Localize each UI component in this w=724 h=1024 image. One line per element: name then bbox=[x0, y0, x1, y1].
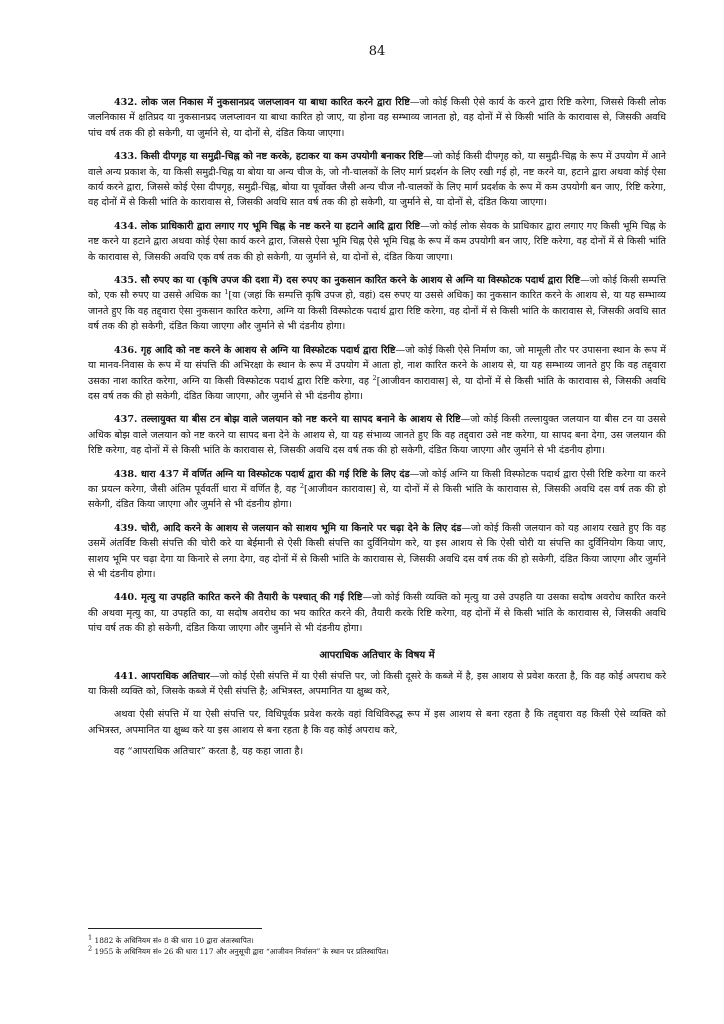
section-body-cont: [आजीवन कारावास] से, या दोनों में से किसी भांति के कारावास से, जिसकी अवधि दस वर्ष तक की हो सकेगी, दंडित किया जाएगा और जुर्माने से भी दंडनीय होगा। bbox=[88, 483, 666, 511]
footnote-divider bbox=[88, 928, 262, 929]
section-heading: 437. तल्लायुक्त या बीस टन बोझ वाले जलयान को नष्ट करने या सापद बनाने के आशय से रिष्टि bbox=[114, 414, 461, 426]
footnote-item bbox=[88, 935, 666, 946]
section-heading: 441. आपराधिक अतिचार bbox=[114, 670, 210, 682]
section-body: —जो कोई अग्नि या किसी विस्फोटक पदार्थ द्वारा ऐसी रिष्टि करेगा या करने का प्रयत्न करेगा, जैसी अंतिम पूर्ववर्ती धारा में वर्णित है, वह bbox=[88, 468, 666, 495]
section-435 bbox=[88, 273, 666, 335]
section-body-cont: [या (जहां कि सम्पत्ति कृषि उपज हो, वहां) दस रुपए या उससे अधिक] का नुकसान कारित करने के आशय से, या यह सम्भाव्य जानते हुए कि वह तद्द्वारा ऐसा नुकसान कारित करेगा, अग्नि या किसी विस्फोटक पदार्थ द्वारा रिष्टि करेगा, वह दोनों में से किसी भांति के कारावास से, जिसकी अवधि सात वर्ष तक की हो सकेगी, दंडित किया जाएगा और जुर्माने से भी दंडनीय होगा। bbox=[88, 290, 666, 333]
footnote-marker: 2 bbox=[299, 481, 305, 490]
footnotes bbox=[88, 935, 666, 957]
section-body: —जो कोई किसी सम्पत्ति को, एक सौ रुपए या उससे अधिक का bbox=[88, 275, 666, 302]
section-heading: 432. लोक जल निकास में नुकसानप्रद जलप्लावन या बाधा कारित करने द्वारा रिष्टि bbox=[114, 97, 410, 108]
section-438 bbox=[88, 467, 666, 513]
footnote-text: 1955 के अधिनियम सं० 26 की धारा 117 और अनुसूची द्वारा “आजीवन निर्वासन” के स्थान पर प्रतिस्थापित। bbox=[94, 947, 389, 956]
footnote-item bbox=[88, 946, 666, 957]
section-body: —जो कोई किसी ऐसे निर्माण का, जो मामूली तौर पर उपासना स्थान के रूप में या मानव-निवास के रूप में या संपत्ति की अभिरक्षा के स्थान के रूप में उपयोग में आता हो, नाश कारित करने के आशय से, या यह सम्भाव्य जानते हुए कि वह तद्द्वारा उसका नाश कारित करेगा, अग्नि या किसी विस्फोटक पदार्थ द्वारा रिष्टि करेगा, वह bbox=[88, 344, 667, 387]
section-439 bbox=[88, 521, 666, 583]
section-heading: 438. धारा 437 में वर्णित अग्नि या विस्फोटक पदार्थ द्वारा की गई रिष्टि के लिए दंड bbox=[114, 468, 410, 480]
section-436 bbox=[88, 343, 666, 405]
section-body: —जो कोई किसी ऐसे कार्य के करने द्वारा रिष्टि करेगा, जिससे किसी लोक जलनिकास में क्षतिप्रद या नुकसानप्रद जलप्लावन या बाधा कारित हो जाए, या होना वह सम्भाव्य जानता हो, वह दोनों में से किसी भांति के कारावास से, जिसकी अवधि पांच वर्ष तक की हो सकेगी, या जुर्माने से, या दोनों से, दंडित किया जाएगा। bbox=[88, 97, 666, 139]
section-heading: 440. मृत्यु या उपहति कारित करने की तैयारी के पश्चात् की गई रिष्टि bbox=[114, 592, 363, 604]
section-440 bbox=[88, 590, 666, 636]
section-heading: 436. गृह आदि को नष्ट करने के आशय से अग्नि या विस्फोटक पदार्थ द्वारा रिष्टि bbox=[114, 344, 396, 356]
footnote-marker: 2 bbox=[372, 373, 377, 382]
section-body: —जो कोई किसी दीपगृह को, या समुद्री-चिह्न के रूप में उपयोग में आने वाले अन्य प्रकाश के, या किसी समुद्री-चिह्न या बोया या अन्य चीज के, जो नौ-चालकों के लिए मार्ग प्रदर्शन के लिए रखी गई हो, नष्ट करने या, हटाने द्वारा अथवा कोई ऐसा कार्य करने द्वारा, जिससे कोई ऐसा दीपगृह, समुद्री-चिह्न, बोया या पूर्वोक्त जैसी अन्य चीज नौ-चालकों के लिए मार्ग प्रदर्शक के रूप में कम उपयोगी बन जाए, रिष्टि करेगा, वह दोनों में से किसी भांति के कारावास से, जिसकी अवधि सात वर्ष तक की हो सकेगी, या जुर्माने से, या दोनों से, दंडित किया जाएगा। bbox=[88, 151, 666, 209]
footnote-mark: 1 bbox=[88, 933, 93, 942]
section-heading: 439. चोरी, आदि करने के आशय से जलयान को साशय भूमि या किनारे पर चढ़ा देने के लिए दंड bbox=[114, 522, 462, 534]
section-441 bbox=[88, 669, 666, 700]
section-body: —जो कोई किसी व्यक्ति को मृत्यु या उसे उपहति या उसका सदोष अवरोध कारित करने की अथवा मृत्यु का, या उपहति का, या सदोष अवरोध का भय कारित करने की, तैयारी करके रिष्टि करेगा, वह दोनों में से किसी भांति के कारावास से, जिसकी अवधि पांच वर्ष तक की हो सकेगी, दंडित किया जाएगा और जुर्माने से भी दंडनीय होगा। bbox=[88, 592, 667, 635]
section-heading: 433. किसी दीपगृह या समुद्री-चिह्न को नष्ट करके, हटाकर या कम उपयोगी बनाकर रिष्टि bbox=[114, 151, 424, 163]
footnote-mark: 2 bbox=[88, 944, 93, 953]
page-number: 84 bbox=[368, 44, 386, 59]
paragraph: वह “आपराधिक अतिचार” करता है, यह कहा जाता है। bbox=[114, 746, 304, 758]
footnote-text: 1882 के अधिनियम सं० 8 की धारा 10 द्वारा अंतःस्थापित। bbox=[94, 936, 254, 945]
section-body: —जो कोई लोक सेवक के प्राधिकार द्वारा लगाए गए किसी भूमि चिह्न के नष्ट करने या हटाने द्वारा अथवा कोई ऐसा कार्य करने द्वारा, जिससे ऐसा भूमि चिह्न ऐसे भूमि चिह्न के रूप में कम उपयोगी बन जाए, रिष्टि करेगा, वह दोनों में से किसी भांति के कारावास से, जिसकी अवधि एक वर्ष तक की हो सकेगी, या जुर्माने से, या दोनों से, दंडित किया जाएगा। bbox=[88, 220, 666, 263]
section-heading: 434. लोक प्राधिकारी द्वारा लगाए गए भूमि चिह्न के नष्ट करने या हटाने आदि द्वारा रिष्टि bbox=[114, 220, 421, 232]
section-body: —जो कोई ऐसी संपत्ति में या ऐसी संपत्ति पर, जो किसी दूसरे के कब्जे में है, इस आशय से प्रवेश करता है, कि वह कोई अपराध करे या किसी व्यक्ति को, जिसके कब्जे में ऐसी संपत्ति है; अभित्रस्त, अपमानित या क्षुब्ध करे, bbox=[88, 670, 666, 697]
section-body: —जो कोई किसी जलयान को यह आशय रखते हुए कि वह उसमें अंतर्विष्ट किसी संपत्ति की चोरी करे या बेईमानी से ऐसी किसी संपत्ति का दुर्विनियोग करे, या इस आशय से कि ऐसी चोरी या संपत्ति का दुर्विनियोग किया जाए, साशय भूमि पर चढ़ा देगा या किनारे से लगा देगा, वह दोनों में से किसी भांति के कारावास से, जिसकी अवधि दस वर्ष तक की हो सकेगी, दंडित किया जाएगा और जुर्माने से भी दंडनीय होगा। bbox=[88, 522, 666, 580]
section-434 bbox=[88, 219, 666, 265]
section-437 bbox=[88, 412, 666, 458]
section-432 bbox=[88, 95, 666, 141]
document-page bbox=[88, 44, 666, 766]
section-body-cont: [आजीवन कारावास] से, या दोनों में से किसी भांति के कारावास से, जिसकी अवधि दस वर्ष तक की हो सकेगी, दंडित किया जाएगा, और जुर्माने से भी दंडनीय होगा। bbox=[88, 375, 666, 402]
section-heading: 435. सौ रुपए का या (कृषि उपज की दशा में) दस रुपए का नुकसान कारित करने के आशय से अग्नि या विस्फोटक पदार्थ द्वारा रिष्टि bbox=[114, 275, 581, 287]
paragraph: अथवा ऐसी संपत्ति में या ऐसी संपत्ति पर, विधिपूर्वक प्रवेश करके वहां विधिविरुद्ध रूप में इस आशय से बना रहता है कि तद्द्वारा वह किसी ऐसे व्यक्ति को अभित्रस्त, अपमानित या क्षुब्ध करे या इस आशय से बना रहता है कि वह कोई अपराध करे, bbox=[88, 709, 666, 736]
section-body: —जो कोई किसी तल्लायुक्त जलयान या बीस टन या उससे अधिक बोझ वाले जलयान को नष्ट करने या सापद बना देने के आशय से, या यह संभाव्य जानते हुए कि वह तद्द्वारा उसे नष्ट करेगा, या सापद बना देगा, उस जलयान की रिष्टि करेगा, वह दोनों में से किसी भांति के कारावास से, जिसकी अवधि दस वर्ष तक की हो सकेगी, दंडित किया जाएगा और जुर्माने से भी दंडनीय होगा। bbox=[88, 414, 666, 457]
chapter-heading: आपराधिक अतिचार के विषय में bbox=[319, 649, 435, 661]
footnote-marker: 1 bbox=[224, 288, 229, 297]
section-433 bbox=[88, 149, 666, 211]
